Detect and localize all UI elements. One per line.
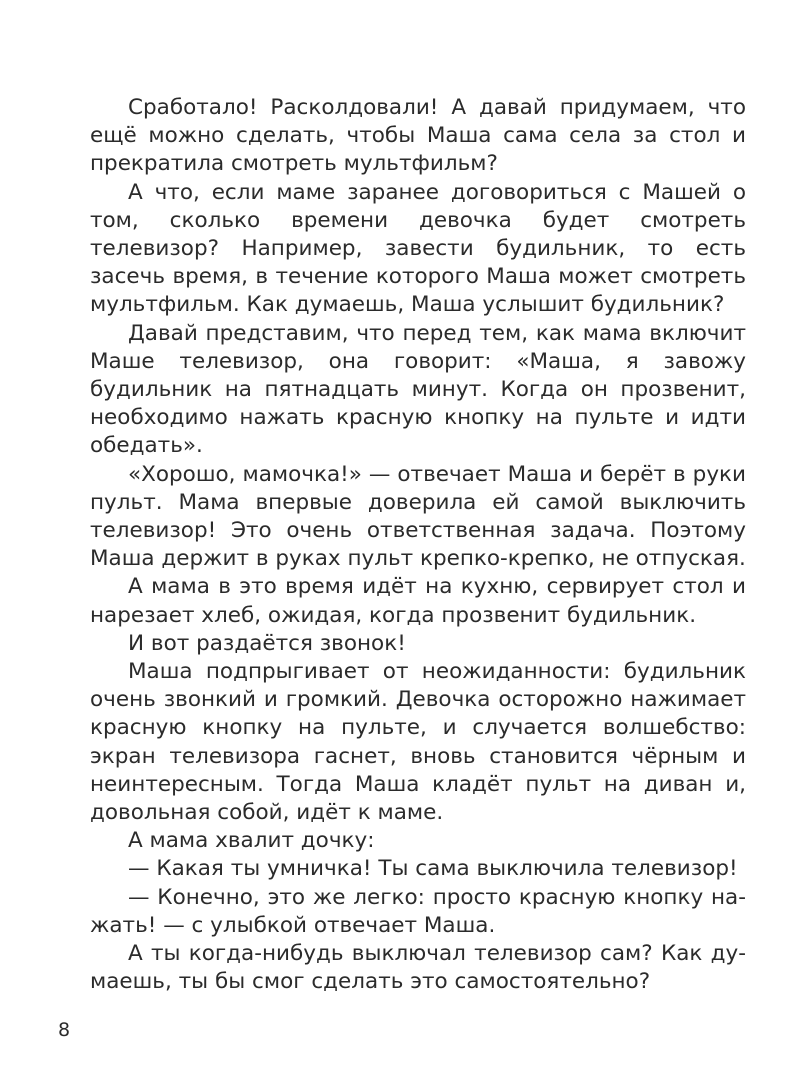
body-text [90, 94, 746, 997]
paragraph: И вот раздаётся звонок! [128, 630, 406, 656]
paragraph: Сработало! Расколдовали! А давай придумаем, что ещё можно сделать, чтобы Маша сама села за стол и прекратила смотреть мультфильм? [90, 95, 746, 177]
paragraph: Давай представим, что перед тем, как мама включит Маше телевизор, она говорит: «Маша, я завожу будильник на пятнадцать минут. Когда он прозвенит, необходимо нажать красную кнопку на пульте и идти обедать». [90, 320, 746, 459]
paragraph: А что, если маме заранее договориться с Машей о том, сколько времени девочка будет смотреть телевизор? Например, завести будильник, то есть засечь время, в течение которого Маша может смотреть мультфильм. Как думаешь, Маша услышит будильник? [90, 179, 746, 318]
paragraph: А мама хвалит дочку: [128, 828, 375, 854]
paragraph: «Хорошо, мамочка!» — отвечает Маша и берёт в руки пульт. Мама впервые доверила ей самой выключить телевизор! Это очень ответственная задача. Поэтому Маша держит в руках пульт крепко-крепко, не отпуская. [90, 461, 746, 572]
paragraph: Маша подпрыгивает от неожиданности: будильник очень звонкий и громкий. Девочка осторожно нажимает красную кнопку на пульте, и случается волшебство: экран телевизора гаснет, вновь становится чёрным и неинтересным. Тогда Маша кладёт пульт на диван и, довольная собой, идёт к маме. [90, 659, 746, 826]
dialogue-line: — Конечно, это же легко: просто красную кнопку нажать! — с улыбкой отвечает Маша. [90, 884, 746, 938]
page-number: 8 [58, 1019, 71, 1041]
paragraph: А мама в это время идёт на кухню, сервирует стол и нарезает хлеб, ожидая, когда прозвенит будильник. [90, 574, 746, 628]
paragraph: А ты когда-нибудь выключал телевизор сам? Как думаешь, ты бы смог сделать это самостоятельно? [90, 941, 746, 995]
dialogue-line: — Какая ты умничка! Ты сама выключила телевизор! [128, 856, 738, 882]
